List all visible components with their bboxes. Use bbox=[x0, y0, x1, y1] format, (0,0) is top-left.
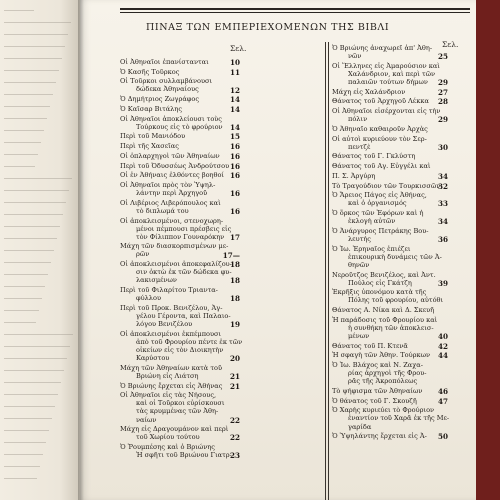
index-entry-text: Καρύστου bbox=[136, 354, 170, 363]
index-entry bbox=[120, 95, 199, 103]
index-entry-text: πόλιν bbox=[348, 115, 368, 124]
index-entry-text: Οἱ Ἀθηναῖοι εἰς τὰς Νήσους, bbox=[120, 391, 217, 400]
spine-shadow bbox=[78, 0, 84, 500]
index-entry bbox=[120, 242, 228, 258]
index-entry-text: Οἱ ἀποκλεισμένοι ἐκπέμπουσι bbox=[120, 329, 222, 338]
index-page-number: 28 bbox=[437, 97, 448, 107]
previous-page-text-line bbox=[4, 34, 68, 35]
index-entry bbox=[120, 199, 221, 215]
previous-page-text-line bbox=[4, 274, 48, 275]
index-entry bbox=[332, 406, 449, 430]
index-entry bbox=[332, 162, 430, 170]
index-entry-text: παλαιῶν τούτων δήμων bbox=[348, 77, 428, 86]
index-entry bbox=[332, 316, 437, 340]
previous-page-text-line bbox=[4, 442, 46, 443]
index-entry-text: ἐπικουρικὴ δυνάμεις τῶν Ἀ- bbox=[348, 252, 442, 261]
previous-page-text-line bbox=[4, 82, 56, 83]
previous-page-text-line bbox=[4, 46, 65, 47]
index-entry-text: λακισμένων bbox=[136, 276, 177, 285]
index-entry-text: Θάνατος Α. Νίκα καὶ Δ. Σκευῆ bbox=[332, 306, 435, 315]
previous-page-text-line bbox=[4, 202, 66, 203]
index-entry-text: Ἡ παράδοσις τοῦ Φρουρίου καὶ bbox=[332, 315, 438, 324]
index-entry-text: Οἱ Ἕλληνες εἰς Ἀμαρούσιον καὶ bbox=[332, 61, 440, 70]
index-entry bbox=[120, 425, 228, 441]
index-entry-text: Ὁ Δημήτριος Ζωγράφος bbox=[120, 95, 200, 104]
previous-page-text-line bbox=[4, 10, 34, 11]
index-entry-text: Οἱ Ἀθηναῖοι εἰσέρχονται εἰς τὴν bbox=[332, 107, 441, 116]
index-entry-text: Θάνατος τοῦ Αγ. Εὐγγέλι καὶ bbox=[332, 162, 431, 171]
index-page-number: 29 bbox=[437, 78, 448, 87]
previous-page-text-line bbox=[4, 250, 54, 251]
previous-page-text-line bbox=[4, 22, 71, 23]
index-page-number: 22 bbox=[229, 415, 240, 425]
index-entry-text: Πούλος εἰς Γκάτζη bbox=[348, 278, 412, 287]
index-page-number: 32 bbox=[437, 181, 448, 191]
index-entry-text: μένοι πέμπουσι πρέσβεις εἰς bbox=[136, 224, 232, 233]
index-entry-text: Οἱ Ἀθηναῖοι πρὸς τὸν Ὑψηλ- bbox=[120, 180, 216, 189]
index-entry bbox=[120, 382, 222, 390]
index-entry-text: Οἱ αὐτοὶ κυριεύουν τὸν Σερ- bbox=[332, 134, 427, 143]
index-entry-text: Χαλάνδριον, καὶ περὶ τῶν bbox=[348, 69, 435, 78]
previous-page-text-line bbox=[4, 334, 73, 335]
index-entry bbox=[332, 209, 423, 225]
index-page-number: 34 bbox=[437, 171, 448, 181]
index-page-number: 50 bbox=[437, 432, 448, 442]
index-entry bbox=[332, 306, 434, 314]
previous-page-text-line bbox=[4, 58, 62, 59]
index-entry-text: Ὁ Κασῆς Τοῦρκος bbox=[120, 67, 180, 76]
index-entry bbox=[120, 260, 232, 284]
index-entry-text: σιν ὀκτὼ ἐκ τῶν δώδεκα φυ- bbox=[136, 268, 232, 277]
index-page-number: 34 bbox=[437, 217, 448, 227]
index-page-number: 27 bbox=[437, 87, 448, 97]
previous-page-text-line bbox=[4, 142, 41, 143]
index-entry-text: λόγου Βενιζέλου bbox=[136, 320, 193, 329]
index-entry bbox=[120, 132, 185, 140]
index-entry-text: Μάχη τῶν διασκορπισμένων με- bbox=[120, 242, 229, 251]
index-entry-text: Θάνατος τοῦ Γ. Γκλύστη bbox=[332, 152, 416, 161]
index-page-number: 14 bbox=[229, 122, 240, 132]
index-entry-text: Ὁ Ὑψηλάντης ἔρχεται εἰς Ἀ- bbox=[332, 432, 427, 441]
index-entry bbox=[120, 217, 231, 241]
index-entry bbox=[120, 171, 224, 179]
index-entry bbox=[332, 125, 428, 133]
index-entry-text: ἐκλογὴ αὐτῶν bbox=[348, 217, 396, 226]
index-entry-text: Θάνατος τοῦ Π. Κτενᾶ bbox=[332, 341, 408, 350]
index-page-number: 18 bbox=[229, 276, 240, 286]
index-entry-text: Οἱ ἀποκλεισμένοι ἀποκεφαλίζου- bbox=[120, 260, 232, 269]
header-rule bbox=[120, 8, 470, 10]
index-entry-text: Μάχη τῶν Ἀθηναίων κατὰ τοῦ bbox=[120, 363, 222, 372]
index-page-number: 12 bbox=[229, 85, 240, 95]
index-page-number: 17—18 bbox=[222, 250, 240, 269]
index-entry-text: μένων bbox=[348, 331, 370, 340]
previous-page-edge bbox=[0, 0, 80, 500]
page-column-label-right: Σελ. bbox=[442, 40, 459, 49]
index-entry-text: πεντζὲ bbox=[348, 142, 371, 151]
index-entry-text: Οἱ ἀποκλεισμένοι, στενοχωρη- bbox=[120, 216, 224, 225]
previous-page-text-line bbox=[4, 70, 59, 71]
index-entry-text: Ὁ Βριώνης ἔρχεται εἰς Ἀθήνας bbox=[120, 381, 223, 390]
previous-page-text-line bbox=[4, 310, 39, 311]
previous-page-text-line bbox=[4, 478, 37, 479]
index-page-number: 40 bbox=[437, 332, 448, 341]
index-page-number: 21 bbox=[229, 371, 240, 381]
index-entry-text: Ἐκρῆξις ὑπονόμου κατὰ τῆς bbox=[332, 288, 427, 297]
index-entry-text: Μάχη εἰς Χαλάνδριον bbox=[332, 87, 406, 96]
index-entry-text: δώδεκα Ἀθηναίους bbox=[136, 85, 199, 94]
index-entry bbox=[120, 152, 220, 160]
index-entry-text: Βριώνη εἰς Λιάτση bbox=[136, 371, 199, 380]
index-entry bbox=[120, 58, 209, 66]
index-page-number: 15 bbox=[229, 132, 240, 142]
index-page-number: 14 bbox=[229, 95, 240, 105]
index-page bbox=[80, 0, 476, 500]
index-entry-text: Ὁ Ἰω. Ἐρηναῖος ἐπιέζει bbox=[332, 244, 411, 253]
previous-page-text-line bbox=[4, 214, 63, 215]
index-entry bbox=[332, 288, 443, 304]
header-rule-thin bbox=[120, 12, 470, 13]
index-entry bbox=[332, 107, 440, 123]
previous-page-text-line bbox=[4, 322, 36, 323]
index-entry bbox=[120, 286, 218, 302]
previous-page-text-line bbox=[4, 94, 53, 95]
column-divider bbox=[325, 42, 326, 500]
previous-page-text-line bbox=[4, 358, 67, 359]
index-entry-text: λευτής bbox=[348, 234, 371, 243]
index-entry bbox=[120, 162, 229, 170]
index-entry-text: καὶ οἱ Τοῦρκοι εὑρίσκουσι bbox=[136, 399, 225, 408]
index-entry bbox=[332, 351, 430, 359]
index-entry-text: ρίας ἀρχηγοὶ τῆς Φρου- bbox=[348, 369, 427, 378]
index-entry-text: Ὁ Ἀθηναῖο καθαιροῦν Ἀρχὰς bbox=[332, 124, 428, 133]
index-page-number: 23 bbox=[229, 451, 240, 461]
index-page-number: 17 bbox=[229, 232, 240, 242]
previous-page-text-line bbox=[4, 286, 45, 287]
page-column-label-left: Σελ. bbox=[230, 44, 247, 53]
previous-page-text-line bbox=[4, 154, 38, 155]
index-entry-text: Ἡ σφῆτι τοῦ Βριώνου Γιατρ- bbox=[136, 451, 232, 460]
index-entry-text: τὰς κρυμμένας τῶν Ἀθη- bbox=[136, 407, 219, 416]
index-entry bbox=[332, 432, 427, 440]
index-page-number: 16 bbox=[229, 161, 240, 171]
index-entry bbox=[332, 97, 429, 105]
index-entry bbox=[332, 342, 408, 350]
previous-page-text-line bbox=[4, 166, 35, 167]
index-entry bbox=[332, 245, 442, 269]
index-entry-text: Οἱ Τοῦρκοι συλλαμβάνουσι bbox=[120, 77, 213, 86]
index-entry bbox=[332, 387, 422, 395]
index-entry-text: Ὁ Καῖσαρ Βιτάλης bbox=[120, 104, 183, 113]
index-entry-text: Μάχη εἰς Δραγουμάνον καὶ περὶ bbox=[120, 425, 229, 434]
previous-page-text-line bbox=[4, 118, 47, 119]
index-entry bbox=[120, 142, 179, 150]
index-entry-text: Οἱ Ἀθηναῖοι ἀποκλείουσι τοὺς bbox=[120, 114, 223, 123]
index-entry-text: ρᾶς τῆς Ἀκροπόλεως bbox=[348, 377, 418, 386]
index-page-number: 14 bbox=[229, 104, 240, 114]
column-divider-inner bbox=[328, 42, 329, 500]
index-page-number: 19 bbox=[229, 320, 240, 330]
index-page-number: 16 bbox=[229, 171, 240, 181]
index-entry-text: Ὁ ὅρκος τῶν Ἐφόρων καὶ ἡ bbox=[332, 209, 424, 217]
previous-page-text-line bbox=[4, 454, 43, 455]
previous-page-text-line bbox=[4, 418, 52, 419]
index-page-number: 21 bbox=[229, 381, 240, 391]
index-entry-text: Οἱ ἐν Ἀθήναις ἐλθόντες βοηθοί bbox=[120, 171, 225, 180]
index-entry-text: Τὸ ψήφισμα τῶν Ἀθηναίων bbox=[332, 387, 423, 395]
index-entry bbox=[332, 88, 405, 96]
index-entry-text: καὶ ὁ ὀργανισμός bbox=[348, 199, 407, 208]
index-entry bbox=[332, 172, 375, 180]
index-entry-text: Πόλης τοῦ φρουρίου, αὐτόθι bbox=[348, 296, 444, 305]
previous-page-text-line bbox=[4, 262, 51, 263]
index-page-number: 10 bbox=[229, 58, 240, 67]
index-entry bbox=[332, 135, 427, 151]
previous-page-text-line bbox=[4, 406, 55, 407]
index-page-number: 30 bbox=[437, 142, 448, 152]
index-entry-text: Περὶ τοῦ Μανιόδου bbox=[120, 132, 186, 141]
index-entry bbox=[332, 44, 432, 60]
previous-page-text-line bbox=[4, 394, 58, 395]
previous-page-text-line bbox=[4, 298, 42, 299]
index-entry-text: Τούρκους εἰς τὸ φρούριον bbox=[136, 122, 223, 131]
index-entry bbox=[332, 152, 415, 160]
index-page-number: 36 bbox=[437, 234, 448, 244]
index-entry bbox=[120, 304, 231, 328]
previous-page-text-line bbox=[4, 130, 44, 131]
index-entry-text: τὸν Φίλιππον Γουναρόκην bbox=[136, 232, 225, 241]
index-entry bbox=[332, 62, 440, 86]
index-page-number: 16 bbox=[229, 206, 240, 216]
index-page-number: 22 bbox=[229, 433, 240, 443]
index-entry-text: οἰκείων εἰς τὸν Διοικητὴν bbox=[136, 345, 224, 354]
previous-page-text-line bbox=[4, 466, 40, 467]
previous-page-text-line bbox=[4, 178, 72, 179]
index-entry-text: τὸ διπλωμά του bbox=[136, 206, 189, 215]
index-entry-text: Ὁ Ἀνάργυρος Πετράκης Βου- bbox=[332, 226, 429, 235]
index-entry-text: Περὶ τοῦ Ὀδυσσέως Ἀνδρούτσου bbox=[120, 161, 230, 170]
previous-page-text-line bbox=[4, 346, 70, 347]
index-entry bbox=[120, 443, 232, 459]
index-page-number: 11 bbox=[229, 67, 240, 77]
index-entry bbox=[120, 105, 182, 113]
index-page-number: 16 bbox=[229, 142, 240, 152]
index-entry bbox=[332, 361, 426, 385]
index-entry bbox=[332, 271, 436, 287]
index-entry bbox=[120, 77, 212, 93]
index-entry-text: Νεροῦτζος Βενιζέλος, καὶ Ἀντ. bbox=[332, 270, 436, 279]
index-entry bbox=[332, 397, 417, 405]
index-entry-text: Ὁ Βριώνης ἀναχωρεῖ ἀπ' Ἀθη- bbox=[332, 44, 433, 52]
index-entry bbox=[120, 181, 215, 197]
index-entry-text: φύλλου bbox=[136, 294, 161, 303]
index-entry bbox=[332, 191, 427, 207]
index-entry-text: Περὶ τῆς Χασεῖας bbox=[120, 142, 179, 151]
index-entry-text: γαρίδα bbox=[348, 422, 372, 431]
previous-page-text-line bbox=[4, 430, 49, 431]
index-page-number: 47 bbox=[437, 396, 448, 406]
index-entry-text: Περὶ τοῦ Προκ. Βενιζέλου, Ἀγ- bbox=[120, 303, 223, 312]
index-entry-text: ἀπὸ τοῦ Φρουρίου πέντε ἐκ τῶν bbox=[136, 337, 243, 346]
index-page-number: 16 bbox=[229, 189, 240, 198]
index-page-number: 46 bbox=[437, 387, 448, 396]
index-entry bbox=[332, 182, 440, 190]
index-entry-text: Ὁ Ἄρειος Πάγος εἰς Ἀθήνας, bbox=[332, 191, 427, 200]
index-entry-text: Π. Σ. Ἀργύρη bbox=[332, 171, 376, 180]
previous-page-text-line bbox=[4, 370, 64, 371]
index-page-number: 29 bbox=[437, 115, 448, 125]
index-page-number: 44 bbox=[437, 351, 448, 361]
index-page-number: 39 bbox=[437, 278, 448, 288]
index-entry-text: θηνῶν bbox=[348, 260, 370, 269]
previous-page-text-line bbox=[4, 238, 57, 239]
previous-page-text-line bbox=[4, 106, 50, 107]
previous-page-text-line bbox=[4, 382, 61, 383]
index-entry-text: ρῶν bbox=[136, 250, 150, 259]
index-entry-text: Οἱ Λιβέριος Λιβερόπουλος καὶ bbox=[120, 198, 221, 207]
index-entry-text: Ὁ Ἰω. Βλάχος καὶ Ν. Ζαχα- bbox=[332, 361, 423, 370]
index-entry-text: Περὶ τοῦ Φιλαρίτου Τριαντα- bbox=[120, 286, 218, 295]
index-entry bbox=[120, 391, 225, 423]
index-entry-text: Ὁ θάνατος τοῦ Γ. Σκουζῆ bbox=[332, 396, 417, 405]
index-entry-text: Οἱ ὁπλαρχηγοὶ τῶν Ἀθηναίων bbox=[120, 151, 220, 160]
index-entry-text: Τὸ Τραγούδιον τῶν Τουρκισσῶν bbox=[332, 181, 441, 190]
previous-page-text-line bbox=[4, 226, 60, 227]
index-page-number: 25 bbox=[437, 52, 448, 62]
index-entry-text: Οἱ Ἀθηναῖοι ἐπανίστανται bbox=[120, 58, 209, 66]
index-entry-text: νῶν bbox=[348, 52, 362, 61]
index-entry-text: Ἡ σφαγὴ τῶν Ἀθην. Τούρκων bbox=[332, 351, 430, 360]
index-page-number: 16 bbox=[229, 151, 240, 161]
index-page-number: 18 bbox=[229, 294, 240, 304]
previous-page-text-line bbox=[4, 190, 69, 191]
index-entry-text: Θάνατος τοῦ Ἀρχηγοῦ Λέκκα bbox=[332, 97, 429, 106]
index-entry-text: ἡ συνθήκη τῶν ἀποκλεισ- bbox=[348, 323, 434, 332]
index-entry bbox=[120, 115, 223, 131]
index-entry bbox=[120, 68, 179, 76]
index-entry-text: ἐναντίον τοῦ Χαρᾶ ἐκ τῆς Με- bbox=[348, 414, 450, 423]
index-entry-text: Ὁ Ῥουμπέσης καὶ ὁ Βριώνης bbox=[120, 443, 215, 452]
index-page-number: 33 bbox=[437, 199, 448, 209]
index-page-number: 20 bbox=[229, 354, 240, 364]
index-entry bbox=[332, 227, 429, 243]
index-entry-text: ναίων bbox=[136, 415, 157, 424]
index-entry-text: λάντην περὶ Ἀρχηγοῦ bbox=[136, 188, 208, 197]
index-entry bbox=[120, 364, 222, 380]
index-entry-text: γέλου Γέροντα, καὶ Παλαιο- bbox=[136, 311, 231, 320]
index-entry-text: τοῦ Χωρίου τούτου bbox=[136, 433, 200, 442]
page-title: ΠΙΝΑΞ ΤΩΝ ΕΜΠΕΡΙΕΧΟΜΕΝΩΝ ΤΗΣ ΒΙΒΛΙ bbox=[146, 22, 390, 33]
index-page-number: 42 bbox=[437, 341, 448, 351]
index-entry-text: Ὁ Χαρὴς κυριεύει τὸ Φρούριον bbox=[332, 406, 435, 415]
